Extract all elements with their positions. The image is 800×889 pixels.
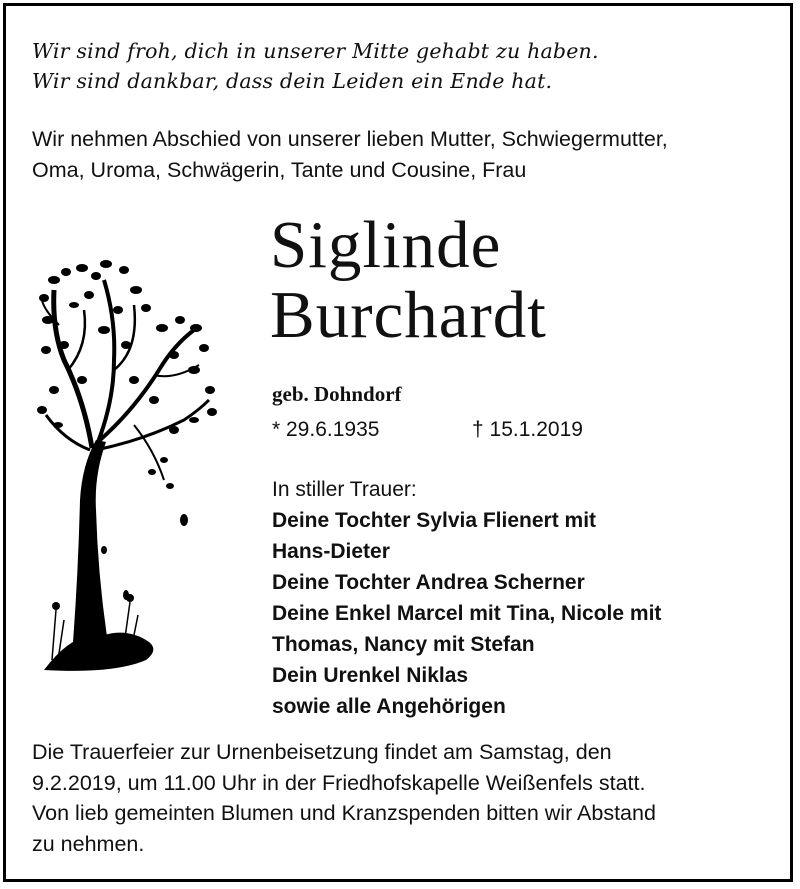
intro-line-2: Oma, Uroma, Schwägerin, Tante und Cousine, Frau [32,158,527,182]
service-line-1: Die Trauerfeier zur Urnenbeisetzung findet am Samstag, den [32,740,612,764]
service-notice [32,737,782,859]
tree-illustration [34,250,224,680]
mourner-line: sowie alle Angehörigen [272,695,506,718]
mourner-line: Thomas, Nancy mit Stefan [272,633,535,656]
quote-line-2: Wir sind dankbar, dass dein Leiden ein Ende hat. [32,69,553,93]
service-line-2: 9.2.2019, um 11.00 Uhr in der Friedhofskapelle Weißenfels statt. [32,770,646,795]
mourner-line: Deine Tochter Sylvia Flienert mit [272,509,597,532]
death-date: † 15.1.2019 [472,418,583,441]
last-name: Burchardt [270,278,547,352]
first-name: Siglinde [270,208,502,282]
opening-quote [32,36,599,96]
maiden-name: geb. Dohndorf [272,382,402,406]
farewell-intro [32,124,772,186]
mourner-line: Deine Enkel Marcel mit Tina, Nicole mit [272,602,662,625]
quote-line-1: Wir sind froh, dich in unserer Mitte gehabt zu haben. [32,39,599,63]
intro-line-1: Wir nehmen Abschied von unserer lieben Mutter, Schwiegermutter, [32,127,668,151]
mourners-heading: In stiller Trauer: [272,478,417,501]
life-dates [272,415,692,445]
deceased-name [270,210,547,350]
mourner-line: Hans-Dieter [272,540,390,563]
mourner-line: Dein Urenkel Niklas [272,664,469,687]
service-line-4: zu nehmen. [32,831,145,856]
mourners-list [272,474,752,722]
birth-date: * 29.6.1935 [272,418,380,441]
service-line-3: Von lieb gemeinten Blumen und Kranzspenden bitten wir Abstand [32,801,656,825]
mourner-line: Deine Tochter Andrea Scherner [272,571,585,594]
